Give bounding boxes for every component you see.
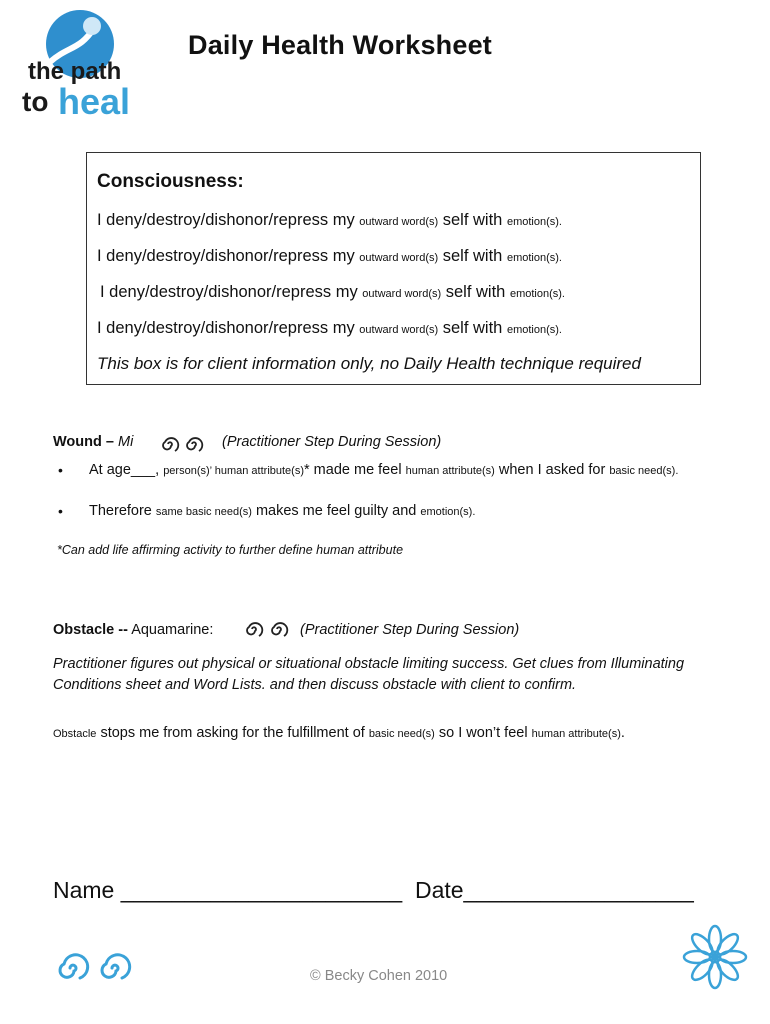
outward-word-blank: outward word(s): [359, 252, 439, 264]
wound-dash: –: [105, 434, 114, 450]
line-main-text: I deny/destroy/dishonor/repress my: [97, 319, 355, 337]
wound-bullet-2: [89, 503, 475, 519]
basic-need-blank: basic need(s).: [609, 465, 679, 477]
consciousness-heading: Consciousness:: [97, 171, 244, 192]
emotion-blank: emotion(s).: [506, 216, 562, 228]
line-main-text: I deny/destroy/dishonor/repress my: [97, 247, 355, 265]
logo-text-path: the path: [28, 58, 122, 85]
consciousness-line: [97, 247, 562, 266]
line-main-text: I deny/destroy/dishonor/repress my: [100, 283, 358, 301]
obstacle-step: (Practitioner Step During Session): [300, 622, 520, 638]
line-main-text: I deny/destroy/dishonor/repress my: [97, 211, 355, 229]
bullet-icon: •: [58, 462, 63, 478]
wound-step: (Practitioner Step During Session): [222, 434, 442, 450]
logo: [20, 6, 140, 126]
guilty-text: makes me feel guilty and: [255, 503, 417, 519]
emotion-blank: emotion(s).: [509, 288, 565, 300]
age-blank-text: At age___,: [89, 462, 160, 478]
line-mid-text: self with: [442, 319, 503, 337]
wont-feel-text: so I won’t feel: [438, 725, 528, 741]
consciousness-box: [86, 152, 701, 385]
logo-text-to: to: [22, 86, 49, 117]
obstacle-label: Obstacle: [53, 622, 115, 638]
same-basic-need-blank: same basic need(s): [155, 506, 252, 518]
name-label: Name: [53, 877, 115, 903]
outward-word-blank: outward word(s): [362, 288, 442, 300]
obstacle-blank: Obstacle: [53, 728, 97, 740]
consciousness-line: [100, 283, 565, 302]
date-field[interactable]: __________________: [463, 877, 694, 903]
copyright: © Becky Cohen 2010: [310, 968, 448, 984]
wound-header: [53, 434, 133, 450]
obstacle-paragraph-line-1: Practitioner figures out physical or situational obstacle limiting success. Get clues from Illuminating: [53, 656, 685, 672]
wound-bullet-1: [89, 462, 678, 478]
double-spiral-icon: [240, 615, 292, 643]
line-mid-text: self with: [442, 247, 503, 265]
line-mid-text: self with: [442, 211, 503, 229]
bullet-icon: •: [58, 503, 63, 519]
blue-spiral-icon: [50, 943, 140, 993]
name-date-line: [53, 877, 694, 904]
consciousness-line: [97, 319, 562, 338]
emotion-blank: emotion(s).: [506, 252, 562, 264]
person-attribute-blank: person(s)’ human attribute(s): [163, 465, 305, 477]
therefore-text: Therefore: [89, 503, 152, 519]
page-title: Daily Health Worksheet: [188, 30, 492, 60]
consciousness-note: This box is for client information only, no Daily Health technique required: [97, 354, 641, 373]
human-attribute-blank: human attribute(s): [405, 465, 495, 477]
double-spiral-icon: [156, 430, 206, 458]
line-mid-text: self with: [445, 283, 506, 301]
emotion-blank: emotion(s).: [506, 324, 562, 336]
obstacle-sentence: [53, 725, 625, 741]
made-me-feel-text: * made me feel: [304, 462, 402, 478]
consciousness-line: [97, 211, 562, 230]
asked-for-text: when I asked for: [498, 462, 606, 478]
name-field[interactable]: ______________________: [120, 877, 403, 903]
fulfillment-text: stops me from asking for the fulfillment of: [100, 725, 365, 741]
outward-word-blank: outward word(s): [359, 324, 439, 336]
period-text: .: [620, 725, 625, 741]
obstacle-dash: --: [118, 622, 128, 638]
emotion-blank: emotion(s).: [420, 506, 476, 518]
obstacle-header: [53, 622, 213, 638]
wound-footnote: *Can add life affirming activity to further define human attribute: [57, 543, 404, 557]
outward-word-blank: outward word(s): [359, 216, 439, 228]
flower-icon: [682, 920, 748, 994]
obstacle-color: Aquamarine:: [131, 622, 214, 638]
wound-label: Wound: [53, 434, 102, 450]
logo-text-heal: heal: [58, 81, 131, 122]
wound-mi: Mi: [118, 434, 134, 450]
obstacle-paragraph-line-2: Conditions sheet and Word Lists. and then discuss obstacle with client to confirm.: [53, 677, 577, 693]
date-label: Date: [414, 877, 464, 903]
basic-need-blank: basic need(s): [368, 728, 435, 740]
human-attribute-blank: human attribute(s): [531, 728, 621, 740]
